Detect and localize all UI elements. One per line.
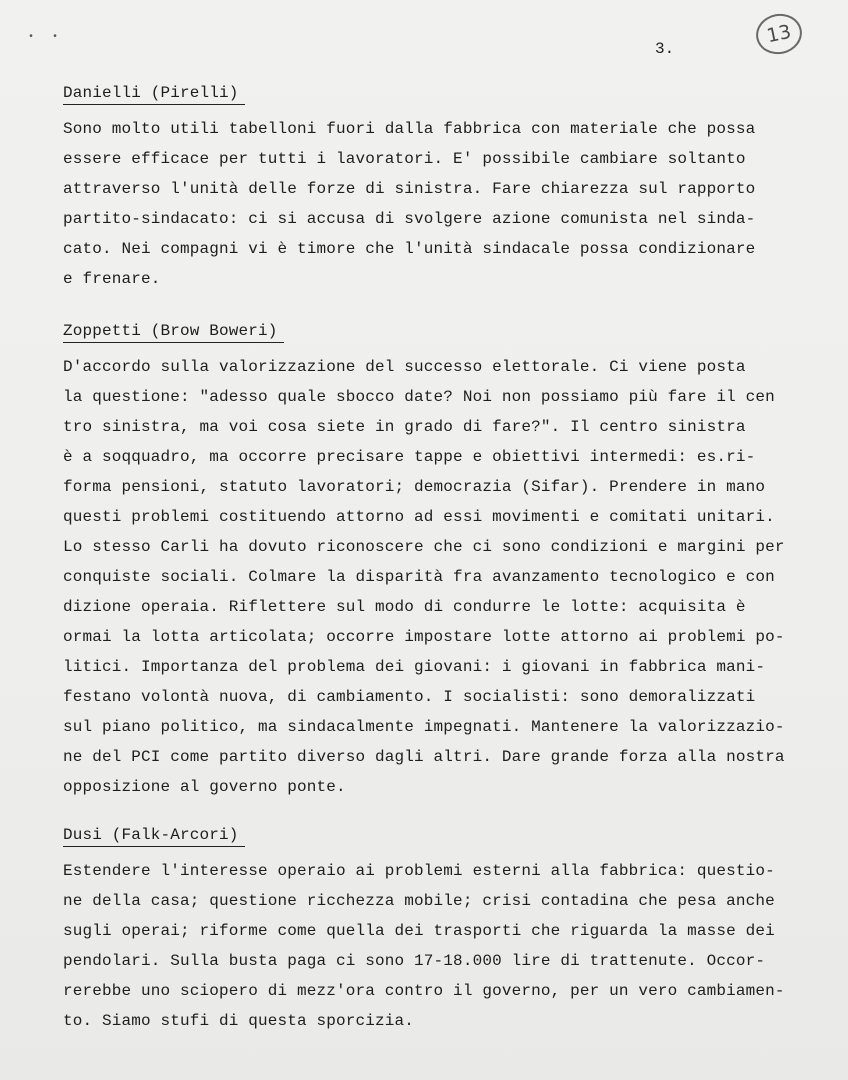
page-number: 3. <box>655 40 675 58</box>
text-line: la questione: "adesso quale sbocco date? Noi non possiamo più fare il cen <box>63 388 775 406</box>
margin-marks: • • <box>28 32 59 43</box>
section-dusi <box>63 820 823 1036</box>
text-line: questi problemi costituendo attorno ad essi movimenti e comitati unitari. <box>63 508 775 526</box>
speaker-heading: Dusi (Falk-Arcori) <box>63 824 245 847</box>
section-zoppetti <box>63 316 823 802</box>
text-line: partito-sindacato: ci si accusa di svolgere azione comunista nel sinda- <box>63 210 756 228</box>
text-line: ormai la lotta articolata; occorre impostare lotte attorno ai problemi po- <box>63 628 785 646</box>
text-line: è a soqquadro, ma occorre precisare tappe e obiettivi intermedi: es.ri- <box>63 448 756 466</box>
speaker-heading: Zoppetti (Brow Boweri) <box>63 320 284 343</box>
page-stamp: 13 <box>752 10 805 59</box>
text-line: dizione operaia. Riflettere sul modo di condurre le lotte: acquisita è <box>63 598 746 616</box>
text-line: tro sinistra, ma voi cosa siete in grado di fare?". Il centro sinistra <box>63 418 746 436</box>
text-line: Sono molto utili tabelloni fuori dalla fabbrica con materiale che possa <box>63 120 756 138</box>
text-line: ne del PCI come partito diverso dagli altri. Dare grande forza alla nostra <box>63 748 785 766</box>
text-line: Estendere l'interesse operaio ai problemi esterni alla fabbrica: questio- <box>63 862 775 880</box>
text-line: D'accordo sulla valorizzazione del successo elettorale. Ci viene posta <box>63 358 746 376</box>
text-line: rerebbe uno sciopero di mezz'ora contro il governo, per un vero cambiamen- <box>63 982 785 1000</box>
text-line: cato. Nei compagni vi è timore che l'unità sindacale possa condizionare <box>63 240 756 258</box>
text-line: sul piano politico, ma sindacalmente impegnati. Mantenere la valorizzazio- <box>63 718 785 736</box>
text-line: conquiste sociali. Colmare la disparità fra avanzamento tecnologico e con <box>63 568 775 586</box>
text-line: to. Siamo stufi di questa sporcizia. <box>63 1012 415 1030</box>
text-line: essere efficace per tutti i lavoratori. E' possibile cambiare soltanto <box>63 150 746 168</box>
text-line: festano volontà nuova, di cambiamento. I socialisti: sono demoralizzati <box>63 688 756 706</box>
text-line: attraverso l'unità delle forze di sinistra. Fare chiarezza sul rapporto <box>63 180 756 198</box>
text-line: e frenare. <box>63 270 161 288</box>
section-danielli <box>63 78 823 294</box>
text-line: opposizione al governo ponte. <box>63 778 346 796</box>
text-line: forma pensioni, statuto lavoratori; democrazia (Sifar). Prendere in mano <box>63 478 766 496</box>
text-line: litici. Importanza del problema dei giovani: i giovani in fabbrica mani- <box>63 658 766 676</box>
text-line: pendolari. Sulla busta paga ci sono 17-18.000 lire di trattenute. Occor- <box>63 952 766 970</box>
text-line: Lo stesso Carli ha dovuto riconoscere che ci sono condizioni e margini per <box>63 538 785 556</box>
text-line: ne della casa; questione ricchezza mobile; crisi contadina che pesa anche <box>63 892 775 910</box>
speaker-heading: Danielli (Pirelli) <box>63 82 245 105</box>
text-line: sugli operai; riforme come quella dei trasporti che riguarda la masse dei <box>63 922 775 940</box>
